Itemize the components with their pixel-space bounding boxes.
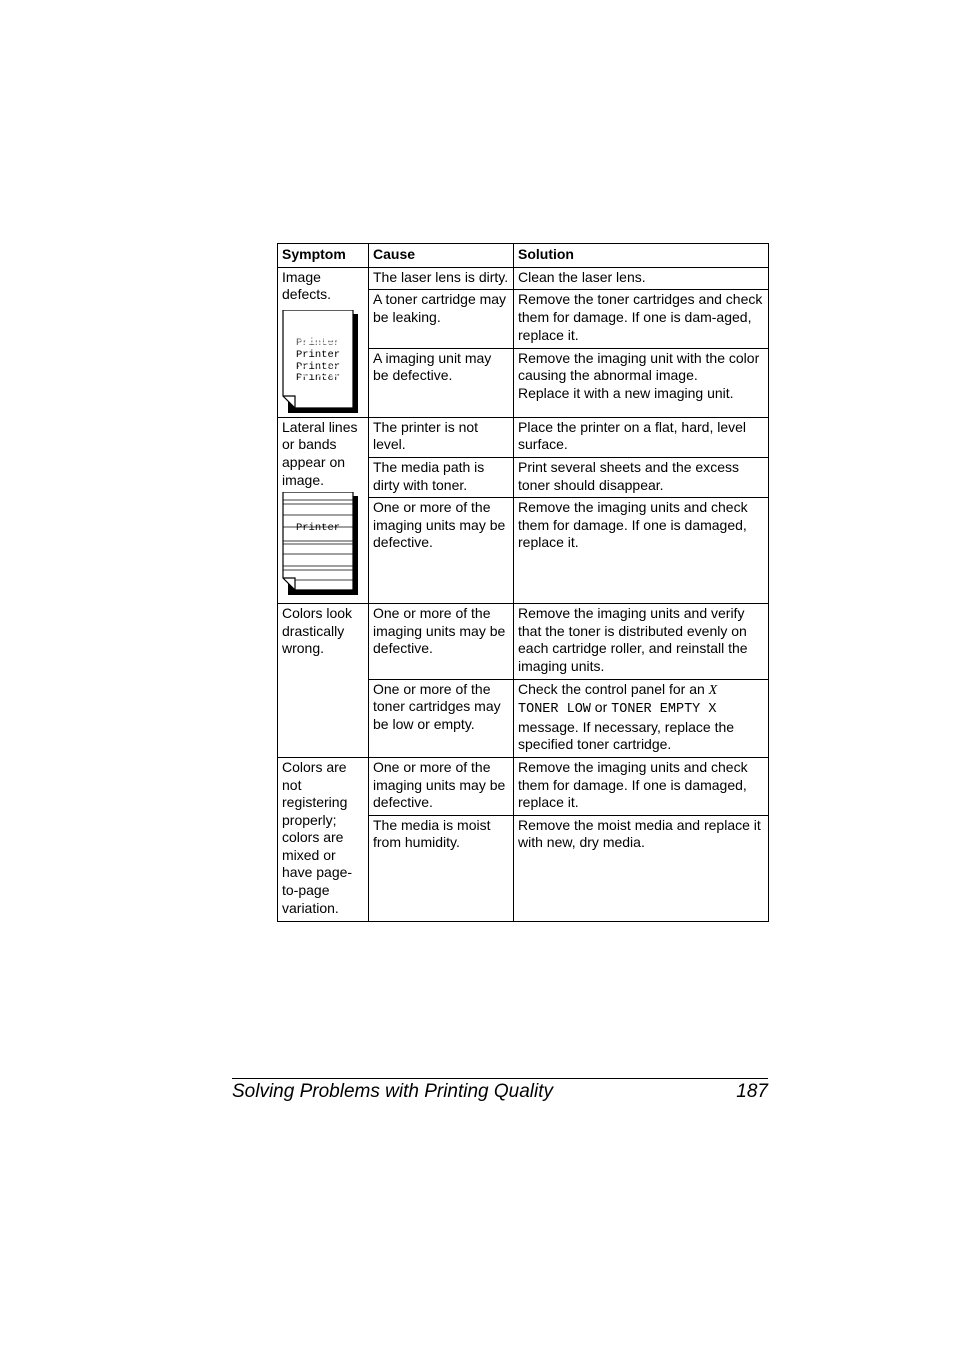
footer-divider — [232, 1078, 768, 1079]
troubleshooting-table — [277, 243, 769, 922]
page-number: 187 — [736, 1081, 768, 1102]
solution-cell: Remove the imaging units and check them for damage. If one is damaged, replace it. — [514, 498, 769, 604]
color-placeholder: X — [708, 682, 718, 698]
cause-cell: The media is moist from humidity. — [369, 815, 514, 921]
symptom-cell — [278, 417, 369, 603]
sample-text: Printer — [295, 522, 341, 535]
cause-cell: One or more of the imaging units may be defective. — [369, 604, 514, 679]
table-row — [278, 757, 769, 815]
table-row — [278, 267, 769, 290]
solution-cell: Remove the toner cartridges and check them for damage. If one is dam-aged, replace it. — [514, 290, 769, 348]
solution-cell: Remove the imaging units and verify that the toner is distributed evenly on each cartridge roller, and reinstall the imaging units. — [514, 604, 769, 679]
symptom-text: Image defects. — [282, 268, 332, 303]
solution-line: Remove the imaging unit with the color causing the abnormal image. — [518, 349, 760, 384]
solution-text: Check the control panel for an — [518, 680, 709, 697]
solution-cell: Clean the laser lens. — [514, 267, 769, 290]
symptom-cell: Colors look drastically wrong. — [278, 604, 369, 758]
toner-low-message: TONER LOW — [518, 702, 591, 718]
solution-cell: Print several sheets and the excess toner should disappear. — [514, 457, 769, 497]
symptom-cell: Colors are not registering properly; colors are mixed or have page-to-page variation. — [278, 757, 369, 921]
solution-cell: Place the printer on a flat, hard, level surface. — [514, 417, 769, 457]
image-defects-illustration — [282, 310, 358, 414]
cause-cell: One or more of the toner cartridges may be low or empty. — [369, 679, 514, 757]
solution-text: message. If necessary, replace the specified toner cartridge. — [518, 718, 735, 753]
sample-text-streaked: Printer — [295, 360, 341, 373]
cause-cell: The media path is dirty with toner. — [369, 457, 514, 497]
table-row — [278, 604, 769, 679]
solution-cell: Remove the moist media and replace it with new, dry media. — [514, 815, 769, 921]
symptom-text: Lateral lines or bands appear on image. — [282, 418, 358, 488]
footer-section-title: Solving Problems with Printing Quality — [232, 1081, 554, 1102]
header-solution: Solution — [514, 244, 769, 268]
cause-cell: The printer is not level. — [369, 417, 514, 457]
solution-cell — [514, 348, 769, 417]
sample-text-broken: Printer — [295, 371, 341, 384]
sample-text-clear: Printer — [295, 348, 341, 361]
cause-cell: The laser lens is dirty. — [369, 267, 514, 290]
table-header-row — [278, 244, 769, 268]
cause-cell: One or more of the imaging units may be defective. — [369, 498, 514, 604]
solution-cell — [514, 679, 769, 757]
toner-empty-message: TONER EMPTY X — [611, 702, 717, 718]
lateral-lines-illustration — [282, 492, 358, 596]
sample-text-faded: Printer — [295, 336, 341, 349]
table-row — [278, 417, 769, 457]
solution-text: or — [590, 699, 612, 716]
symptom-cell — [278, 267, 369, 417]
header-cause: Cause — [369, 244, 514, 268]
solution-line: Replace it with a new imaging unit. — [518, 384, 734, 401]
cause-cell: A imaging unit may be defective. — [369, 348, 514, 417]
solution-cell: Remove the imaging units and check them for damage. If one is damaged, replace it. — [514, 757, 769, 815]
cause-cell: One or more of the imaging units may be defective. — [369, 757, 514, 815]
header-symptom: Symptom — [278, 244, 369, 268]
cause-cell: A toner cartridge may be leaking. — [369, 290, 514, 348]
